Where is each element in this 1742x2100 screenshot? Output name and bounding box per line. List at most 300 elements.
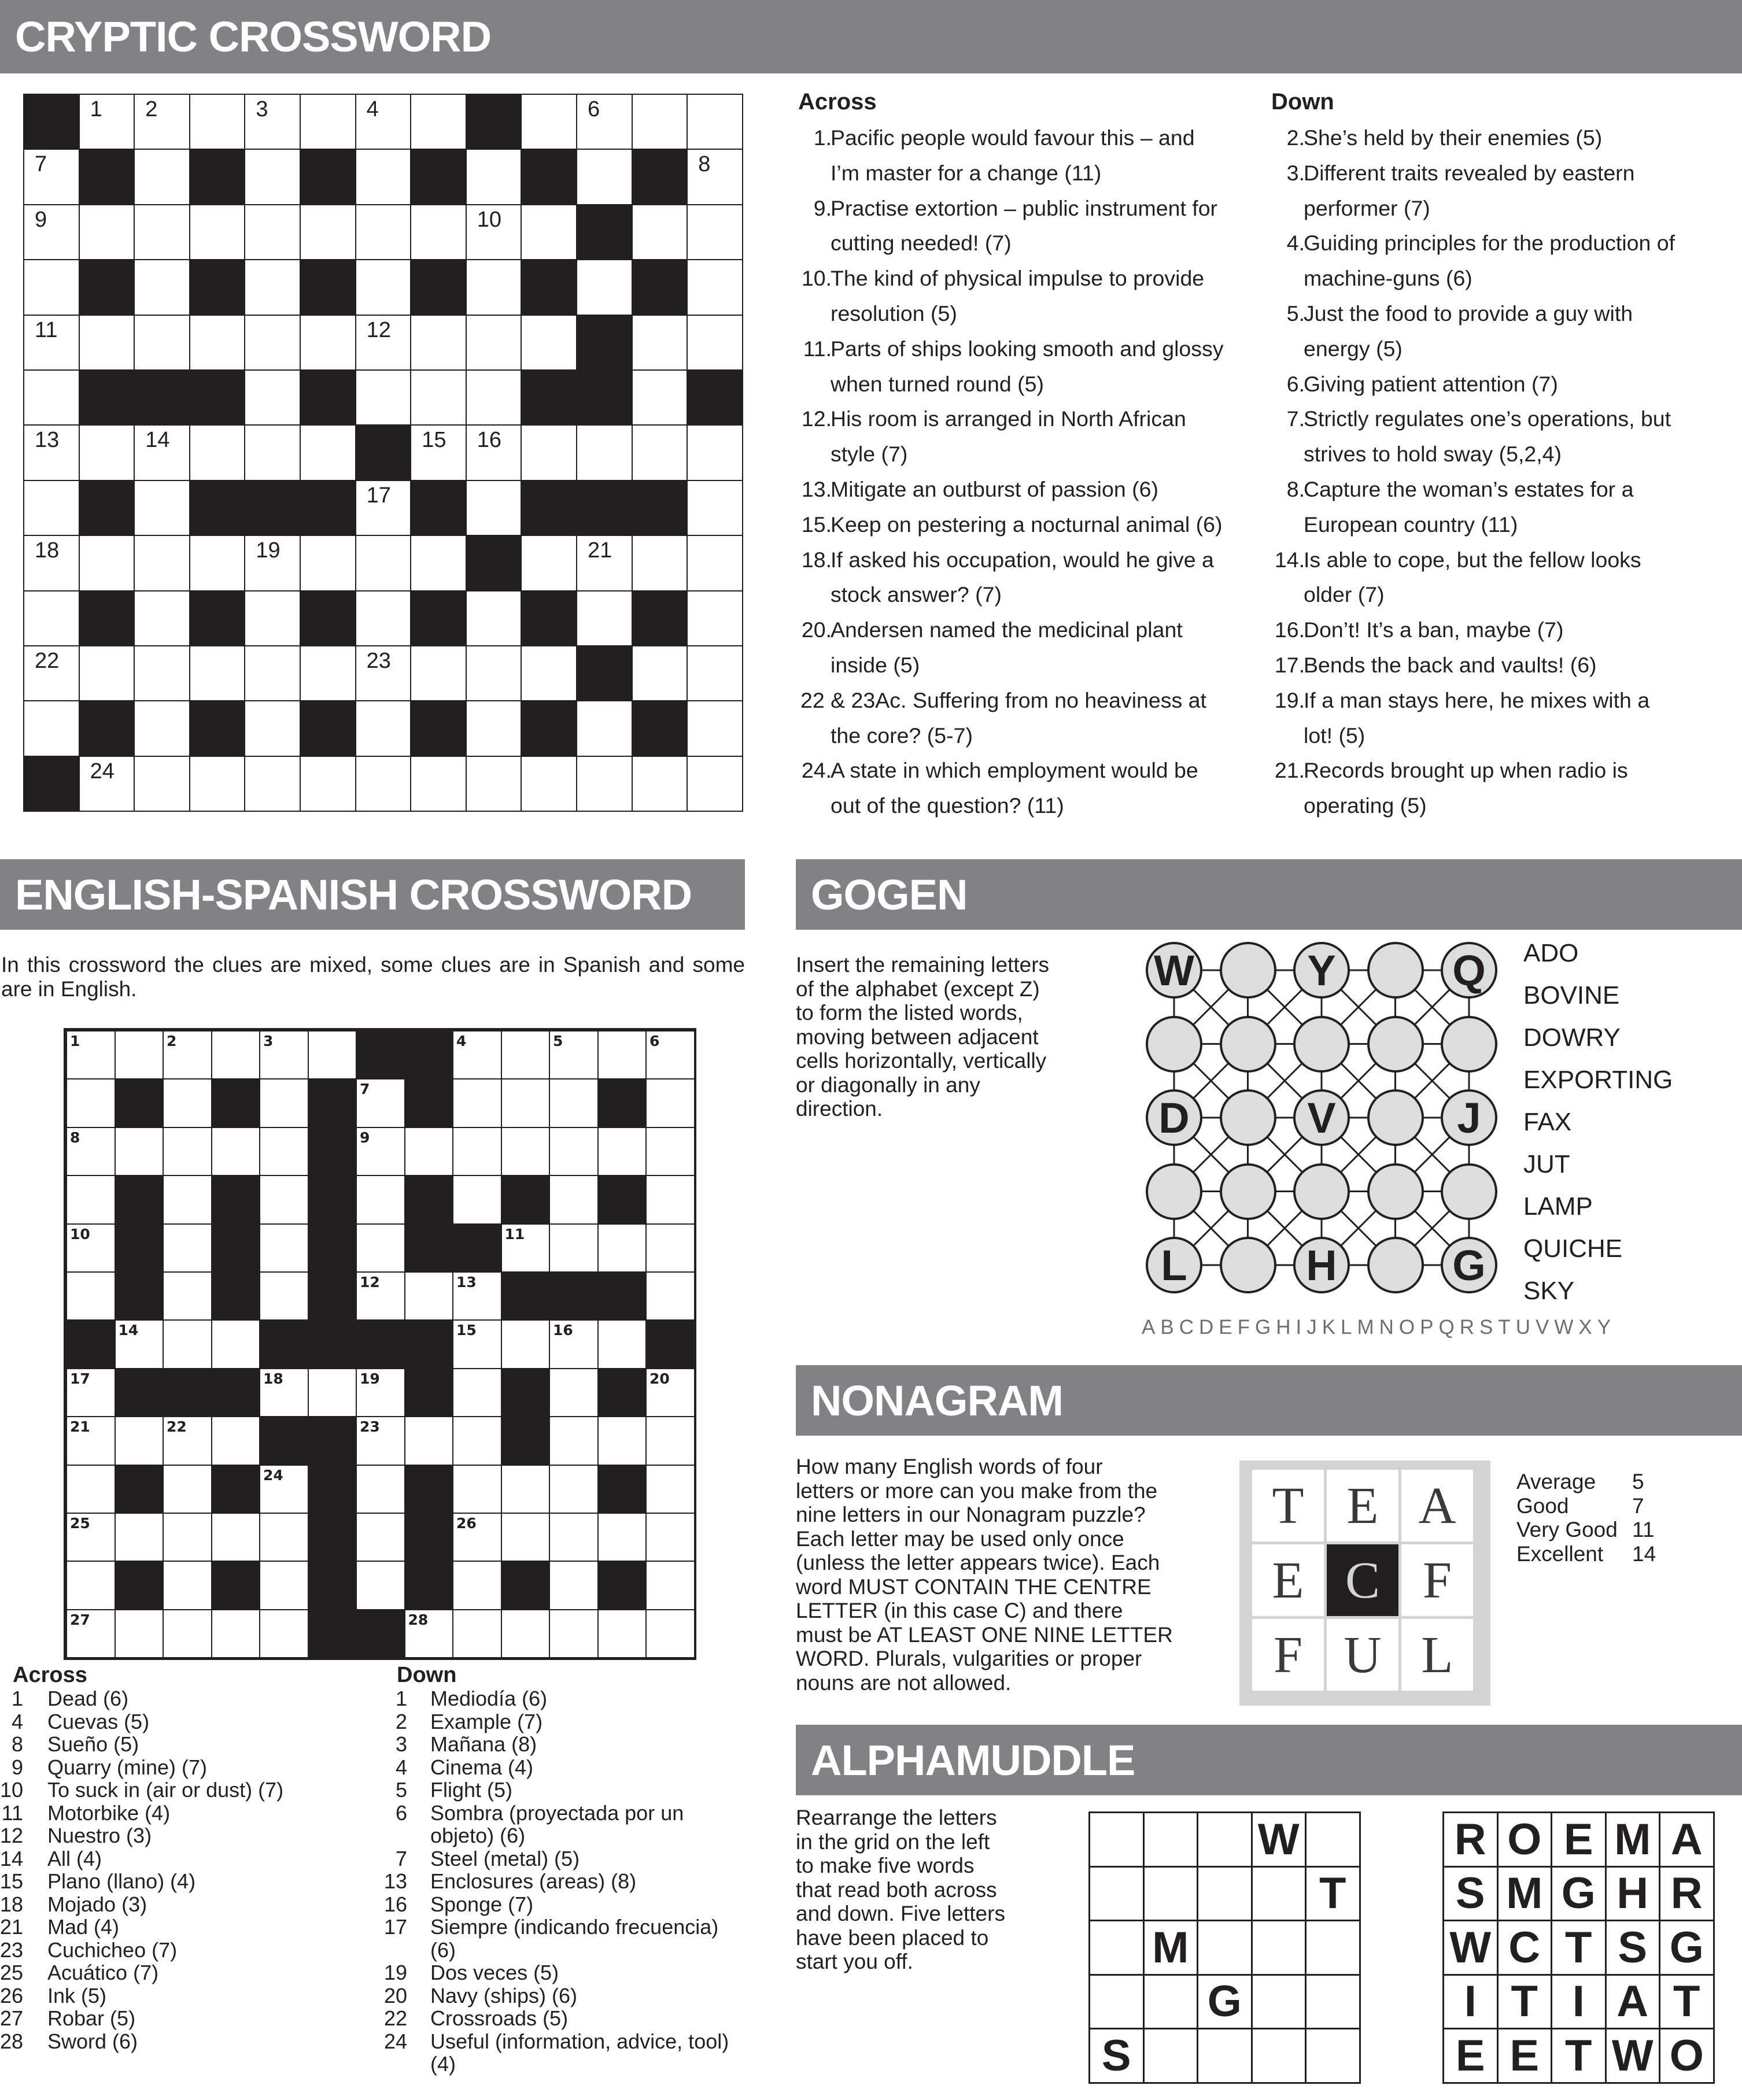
grid-cell[interactable] xyxy=(549,1175,599,1224)
gogen-cell[interactable] xyxy=(1367,1089,1424,1146)
grid-cell[interactable] xyxy=(23,645,80,701)
answer-cell[interactable] xyxy=(1143,1811,1199,1868)
grid-cell[interactable] xyxy=(645,1175,695,1224)
grid-cell[interactable] xyxy=(549,1078,599,1127)
answer-cell[interactable] xyxy=(1143,2028,1199,2084)
grid-cell[interactable] xyxy=(597,1609,647,1658)
grid-cell[interactable] xyxy=(163,1465,212,1514)
grid-cell[interactable] xyxy=(259,1271,309,1321)
answer-cell[interactable] xyxy=(1197,1920,1253,1976)
grid-cell[interactable] xyxy=(189,535,246,591)
grid-cell[interactable] xyxy=(521,645,577,701)
answer-cell[interactable] xyxy=(1251,1974,1307,2030)
grid-cell[interactable] xyxy=(66,1416,116,1465)
clue-number: 6 xyxy=(588,97,600,121)
grid-cell[interactable] xyxy=(355,756,412,812)
grid-cell[interactable] xyxy=(645,1561,695,1610)
grid-cell[interactable] xyxy=(300,94,356,150)
grid-cell[interactable] xyxy=(687,700,743,756)
grid-cell[interactable] xyxy=(115,1319,164,1369)
block-cell xyxy=(308,1416,357,1465)
grid-cell[interactable] xyxy=(244,204,301,260)
grid-cell[interactable] xyxy=(300,315,356,371)
grid-cell[interactable] xyxy=(66,1561,116,1610)
grid-cell[interactable] xyxy=(134,424,190,480)
grid-cell[interactable] xyxy=(645,1609,695,1658)
grid-cell[interactable] xyxy=(66,1465,116,1514)
block-cell xyxy=(576,315,633,371)
grid-cell[interactable] xyxy=(632,204,688,260)
grid-cell[interactable] xyxy=(189,424,246,480)
grid-cell[interactable] xyxy=(259,1078,309,1127)
grid-cell[interactable] xyxy=(356,1416,405,1465)
gogen-cell[interactable] xyxy=(1220,1237,1276,1293)
answer-cell[interactable] xyxy=(1088,1920,1145,1976)
answer-cell[interactable] xyxy=(1197,1866,1253,1922)
grid-cell[interactable] xyxy=(452,1271,502,1321)
grid-cell[interactable] xyxy=(163,1513,212,1562)
clue-number: 27 xyxy=(70,1611,90,1628)
grid-cell[interactable] xyxy=(452,1127,502,1176)
grid-cell[interactable] xyxy=(163,1319,212,1369)
grid-cell[interactable] xyxy=(521,535,577,591)
grid-cell[interactable] xyxy=(66,1513,116,1562)
grid-cell[interactable] xyxy=(645,1271,695,1321)
answer-cell[interactable] xyxy=(1305,1974,1361,2030)
grid-cell[interactable] xyxy=(521,315,577,371)
grid-cell[interactable] xyxy=(576,259,633,315)
grid-cell[interactable] xyxy=(163,1078,212,1127)
grid-cell[interactable] xyxy=(300,535,356,591)
grid-cell[interactable] xyxy=(355,535,412,591)
grid-cell[interactable] xyxy=(115,1513,164,1562)
grid-cell[interactable] xyxy=(597,1223,647,1273)
grid-cell[interactable] xyxy=(244,535,301,591)
grid-cell[interactable] xyxy=(632,94,688,150)
block-cell xyxy=(410,700,467,756)
grid-cell[interactable] xyxy=(410,756,467,812)
grid-cell[interactable] xyxy=(23,480,80,536)
grid-cell[interactable] xyxy=(549,1513,599,1562)
answer-cell[interactable]: W xyxy=(1251,1811,1307,1868)
grid-cell[interactable] xyxy=(466,700,522,756)
grid-cell[interactable] xyxy=(501,1609,551,1658)
grid-cell[interactable] xyxy=(645,1127,695,1176)
grid-cell[interactable] xyxy=(244,149,301,205)
grid-cell[interactable] xyxy=(410,424,467,480)
grid-cell[interactable] xyxy=(259,1223,309,1273)
gogen-cell[interactable] xyxy=(1146,1016,1202,1073)
grid-cell[interactable] xyxy=(410,94,467,150)
grid-cell[interactable] xyxy=(163,1030,212,1079)
grid-cell[interactable] xyxy=(355,94,412,150)
grid-cell[interactable] xyxy=(259,1175,309,1224)
answer-cell[interactable] xyxy=(1251,1920,1307,1976)
clue-number: 23 xyxy=(0,1938,24,1962)
grid-cell[interactable] xyxy=(163,1175,212,1224)
gogen-cell[interactable] xyxy=(1220,942,1276,999)
grid-cell[interactable] xyxy=(189,204,246,260)
grid-cell[interactable] xyxy=(410,535,467,591)
clue-text: (6) xyxy=(430,1938,456,1962)
grid-cell[interactable] xyxy=(410,315,467,371)
grid-cell[interactable] xyxy=(163,1127,212,1176)
grid-cell[interactable] xyxy=(632,424,688,480)
grid-cell[interactable] xyxy=(244,645,301,701)
grid-cell[interactable] xyxy=(466,480,522,536)
block-cell xyxy=(410,590,467,646)
answer-cell[interactable]: G xyxy=(1197,1974,1253,2030)
clue-item xyxy=(0,1824,370,1847)
grid-cell[interactable] xyxy=(356,1561,405,1610)
grid-cell[interactable] xyxy=(189,645,246,701)
grid-cell[interactable] xyxy=(244,700,301,756)
grid-cell[interactable] xyxy=(549,1465,599,1514)
grid-cell[interactable] xyxy=(521,204,577,260)
block-cell xyxy=(521,149,577,205)
grid-cell[interactable] xyxy=(597,1319,647,1369)
grid-cell[interactable] xyxy=(211,1319,261,1369)
grid-cell[interactable] xyxy=(259,1465,309,1514)
grid-cell[interactable] xyxy=(23,259,80,315)
answer-cell[interactable] xyxy=(1197,2028,1253,2084)
grid-cell[interactable] xyxy=(466,259,522,315)
grid-cell[interactable] xyxy=(66,1271,116,1321)
grid-cell[interactable] xyxy=(549,1223,599,1273)
grid-cell[interactable] xyxy=(23,590,80,646)
grid-cell[interactable] xyxy=(632,315,688,371)
clue-item xyxy=(1270,612,1733,648)
grid-cell[interactable] xyxy=(66,1078,116,1127)
grid-cell[interactable] xyxy=(404,1271,454,1321)
grid-cell[interactable] xyxy=(452,1319,502,1369)
grid-cell[interactable] xyxy=(356,1078,405,1127)
grid-cell[interactable] xyxy=(452,1175,502,1224)
grid-cell[interactable] xyxy=(356,1513,405,1562)
grid-cell[interactable] xyxy=(645,1223,695,1273)
intro-line: (unless the letter appears twice). Each xyxy=(796,1551,1160,1574)
letter-cell: R xyxy=(1659,1866,1715,1922)
grid-cell[interactable] xyxy=(466,645,522,701)
clue-text: style (7) xyxy=(831,442,908,467)
grid-cell[interactable] xyxy=(79,204,135,260)
grid-cell[interactable] xyxy=(66,1175,116,1224)
grid-cell[interactable] xyxy=(466,149,522,205)
grid-cell[interactable] xyxy=(645,1465,695,1514)
answer-cell[interactable] xyxy=(1197,1811,1253,1868)
grid-cell[interactable] xyxy=(308,1030,357,1079)
grid-cell[interactable] xyxy=(645,1030,695,1079)
grid-cell[interactable] xyxy=(687,756,743,812)
grid-cell[interactable] xyxy=(687,94,743,150)
grid-cell[interactable] xyxy=(576,424,633,480)
grid-cell[interactable] xyxy=(259,1609,309,1658)
grid-cell[interactable] xyxy=(549,1319,599,1369)
grid-cell[interactable] xyxy=(134,315,190,371)
grid-cell[interactable] xyxy=(300,424,356,480)
grid-cell[interactable] xyxy=(23,424,80,480)
clue-item xyxy=(384,1779,760,1802)
grid-cell[interactable] xyxy=(300,645,356,701)
letter-cell: A xyxy=(1659,1811,1715,1868)
grid-cell[interactable] xyxy=(115,1127,164,1176)
grid-cell[interactable] xyxy=(466,315,522,371)
intro-line: nouns are not allowed. xyxy=(796,1670,1012,1695)
grid-cell[interactable] xyxy=(576,756,633,812)
grid-cell[interactable] xyxy=(404,1609,454,1658)
answer-cell[interactable] xyxy=(1305,2028,1361,2084)
grid-cell[interactable] xyxy=(79,645,135,701)
grid-cell[interactable] xyxy=(452,1561,502,1610)
grid-cell[interactable] xyxy=(687,204,743,260)
grid-cell[interactable] xyxy=(300,204,356,260)
grid-cell[interactable] xyxy=(355,645,412,701)
answer-cell[interactable] xyxy=(1088,1811,1145,1868)
grid-cell[interactable] xyxy=(466,756,522,812)
grid-cell[interactable] xyxy=(355,590,412,646)
grid-cell[interactable] xyxy=(244,369,301,426)
grid-cell[interactable] xyxy=(189,756,246,812)
gogen-cell[interactable] xyxy=(1441,1016,1497,1073)
gogen-cell[interactable] xyxy=(1220,1163,1276,1220)
grid-cell[interactable] xyxy=(66,1609,116,1658)
grid-cell[interactable] xyxy=(300,756,356,812)
grid-cell[interactable] xyxy=(356,1271,405,1321)
grid-cell[interactable] xyxy=(211,1416,261,1465)
grid-cell[interactable] xyxy=(66,1223,116,1273)
grid-cell[interactable] xyxy=(687,424,743,480)
gogen-cell[interactable] xyxy=(1220,1016,1276,1073)
grid-cell[interactable] xyxy=(211,1030,261,1079)
grid-cell[interactable] xyxy=(79,315,135,371)
grid-cell[interactable] xyxy=(549,1368,599,1417)
grid-cell[interactable] xyxy=(452,1465,502,1514)
grid-cell[interactable] xyxy=(259,1127,309,1176)
grid-cell[interactable] xyxy=(211,1127,261,1176)
grid-cell[interactable] xyxy=(452,1078,502,1127)
grid-cell[interactable] xyxy=(501,1127,551,1176)
grid-cell[interactable] xyxy=(549,1561,599,1610)
grid-cell[interactable] xyxy=(645,1513,695,1562)
grid-cell[interactable] xyxy=(404,1127,454,1176)
grid-cell[interactable] xyxy=(452,1416,502,1465)
grid-cell[interactable] xyxy=(211,1609,261,1658)
grid-cell[interactable] xyxy=(687,480,743,536)
grid-cell[interactable] xyxy=(645,1078,695,1127)
grid-cell[interactable] xyxy=(66,1127,116,1176)
grid-cell[interactable] xyxy=(79,424,135,480)
grid-cell[interactable] xyxy=(134,149,190,205)
grid-cell[interactable] xyxy=(163,1416,212,1465)
answer-cell[interactable] xyxy=(1305,1920,1361,1976)
grid-cell[interactable] xyxy=(244,590,301,646)
grid-cell[interactable] xyxy=(259,1368,309,1417)
grid-cell[interactable] xyxy=(632,756,688,812)
grid-cell[interactable] xyxy=(466,590,522,646)
grid-cell[interactable] xyxy=(66,1368,116,1417)
answer-cell[interactable] xyxy=(1305,1811,1361,1868)
gogen-cell[interactable] xyxy=(1220,1089,1276,1146)
grid-cell[interactable] xyxy=(259,1030,309,1079)
grid-cell[interactable] xyxy=(244,315,301,371)
grid-cell[interactable] xyxy=(23,700,80,756)
grid-cell[interactable] xyxy=(134,204,190,260)
grid-cell[interactable] xyxy=(134,700,190,756)
grid-cell[interactable] xyxy=(452,1609,502,1658)
grid-cell[interactable] xyxy=(632,369,688,426)
grid-cell[interactable] xyxy=(23,535,80,591)
grid-cell[interactable] xyxy=(521,424,577,480)
answer-cell[interactable] xyxy=(1251,2028,1307,2084)
grid-cell[interactable] xyxy=(134,94,190,150)
grid-cell[interactable] xyxy=(244,94,301,150)
answer-cell[interactable] xyxy=(1143,1974,1199,2030)
grid-cell[interactable] xyxy=(452,1513,502,1562)
grid-cell[interactable] xyxy=(356,1465,405,1514)
grid-cell[interactable] xyxy=(355,315,412,371)
grid-cell[interactable] xyxy=(410,204,467,260)
grid-cell[interactable] xyxy=(687,259,743,315)
grid-cell[interactable] xyxy=(259,1561,309,1610)
grid-cell[interactable] xyxy=(356,1368,405,1417)
answer-cell[interactable] xyxy=(1251,1866,1307,1922)
grid-cell[interactable] xyxy=(687,149,743,205)
grid-cell[interactable] xyxy=(687,590,743,646)
answer-cell[interactable] xyxy=(1088,1974,1145,2030)
grid-cell[interactable] xyxy=(501,1465,551,1514)
gogen-cell[interactable] xyxy=(1146,1163,1202,1220)
grid-cell[interactable] xyxy=(597,1513,647,1562)
grid-cell[interactable] xyxy=(79,756,135,812)
grid-cell[interactable] xyxy=(549,1609,599,1658)
grid-cell[interactable] xyxy=(687,535,743,591)
grid-cell[interactable] xyxy=(632,535,688,591)
grid-cell[interactable] xyxy=(115,1416,164,1465)
gogen-cell[interactable] xyxy=(1367,1237,1424,1293)
grid-cell[interactable] xyxy=(163,1609,212,1658)
grid-cell[interactable] xyxy=(501,1223,551,1273)
grid-cell[interactable] xyxy=(576,535,633,591)
grid-cell[interactable] xyxy=(410,369,467,426)
grid-cell[interactable] xyxy=(452,1030,502,1079)
gogen-cell[interactable] xyxy=(1367,1163,1424,1220)
grid-cell[interactable] xyxy=(452,1368,502,1417)
grid-cell[interactable] xyxy=(597,1416,647,1465)
grid-cell[interactable] xyxy=(410,645,467,701)
grid-cell[interactable] xyxy=(687,315,743,371)
intro-line: WORD. Plurals, vulgarities or proper xyxy=(796,1647,1142,1670)
grid-cell[interactable] xyxy=(23,204,80,260)
grid-cell[interactable] xyxy=(189,315,246,371)
gogen-word: ADO xyxy=(1523,939,1579,967)
answer-cell[interactable] xyxy=(1143,1866,1199,1922)
grid-cell[interactable] xyxy=(244,259,301,315)
block-cell xyxy=(576,204,633,260)
grid-cell[interactable] xyxy=(501,1513,551,1562)
grid-cell[interactable] xyxy=(79,94,135,150)
gogen-cell[interactable] xyxy=(1367,1016,1424,1073)
answer-cell[interactable]: S xyxy=(1088,2028,1145,2084)
grid-cell[interactable] xyxy=(79,535,135,591)
grid-cell[interactable] xyxy=(244,424,301,480)
grid-cell[interactable] xyxy=(576,590,633,646)
grid-cell[interactable] xyxy=(244,756,301,812)
grid-cell[interactable] xyxy=(501,1078,551,1127)
grid-cell[interactable] xyxy=(66,1030,116,1079)
grid-cell[interactable] xyxy=(211,1513,261,1562)
gogen-cell[interactable] xyxy=(1441,1163,1497,1220)
grid-cell[interactable] xyxy=(115,1609,164,1658)
grid-cell[interactable] xyxy=(687,645,743,701)
grid-cell[interactable] xyxy=(356,1175,405,1224)
grid-cell[interactable] xyxy=(23,369,80,426)
grid-cell[interactable] xyxy=(597,1030,647,1079)
grid-cell[interactable] xyxy=(134,535,190,591)
grid-cell[interactable] xyxy=(189,94,246,150)
answer-cell[interactable] xyxy=(1088,1866,1145,1922)
clue-number: 16 xyxy=(477,428,502,453)
cryptic-title: CRYPTIC CROSSWORD xyxy=(15,13,492,61)
grid-cell[interactable] xyxy=(466,424,522,480)
grid-cell[interactable] xyxy=(355,149,412,205)
grid-cell[interactable] xyxy=(355,480,412,536)
grid-cell[interactable] xyxy=(134,590,190,646)
grid-cell[interactable] xyxy=(23,149,80,205)
grid-cell[interactable] xyxy=(356,1223,405,1273)
grid-cell[interactable] xyxy=(355,259,412,315)
answer-cell[interactable]: T xyxy=(1305,1866,1361,1922)
grid-cell[interactable] xyxy=(134,259,190,315)
grid-cell[interactable] xyxy=(134,645,190,701)
grid-cell[interactable] xyxy=(23,315,80,371)
grid-cell[interactable] xyxy=(576,94,633,150)
grid-cell[interactable] xyxy=(466,369,522,426)
grid-cell[interactable] xyxy=(308,1368,357,1417)
grid-cell[interactable] xyxy=(163,1271,212,1321)
grid-cell[interactable] xyxy=(597,1127,647,1176)
grid-cell[interactable] xyxy=(134,480,190,536)
grid-cell[interactable] xyxy=(355,369,412,426)
grid-cell[interactable] xyxy=(501,1030,551,1079)
grid-cell[interactable] xyxy=(632,645,688,701)
grid-cell[interactable] xyxy=(163,1223,212,1273)
grid-cell[interactable] xyxy=(521,94,577,150)
grid-cell[interactable] xyxy=(134,756,190,812)
grid-cell[interactable] xyxy=(521,756,577,812)
grid-cell[interactable] xyxy=(355,204,412,260)
grid-cell[interactable] xyxy=(645,1416,695,1465)
grid-cell[interactable] xyxy=(466,204,522,260)
gogen-cell[interactable] xyxy=(1293,1016,1350,1073)
grid-cell[interactable] xyxy=(259,1513,309,1562)
grid-cell[interactable] xyxy=(549,1127,599,1176)
grid-cell[interactable] xyxy=(645,1368,695,1417)
grid-cell[interactable] xyxy=(163,1561,212,1610)
gogen-cell[interactable] xyxy=(1293,1163,1350,1220)
grid-cell[interactable] xyxy=(355,700,412,756)
grid-cell[interactable] xyxy=(576,700,633,756)
grid-cell[interactable] xyxy=(404,1416,454,1465)
clue-number: 17 xyxy=(70,1370,90,1387)
grid-cell[interactable] xyxy=(501,1319,551,1369)
gogen-cell[interactable] xyxy=(1367,942,1424,999)
grid-cell[interactable] xyxy=(356,1127,405,1176)
grid-cell[interactable] xyxy=(576,149,633,205)
grid-cell[interactable] xyxy=(549,1030,599,1079)
answer-cell[interactable]: M xyxy=(1143,1920,1199,1976)
grid-cell[interactable] xyxy=(115,1030,164,1079)
grid-cell[interactable] xyxy=(549,1416,599,1465)
